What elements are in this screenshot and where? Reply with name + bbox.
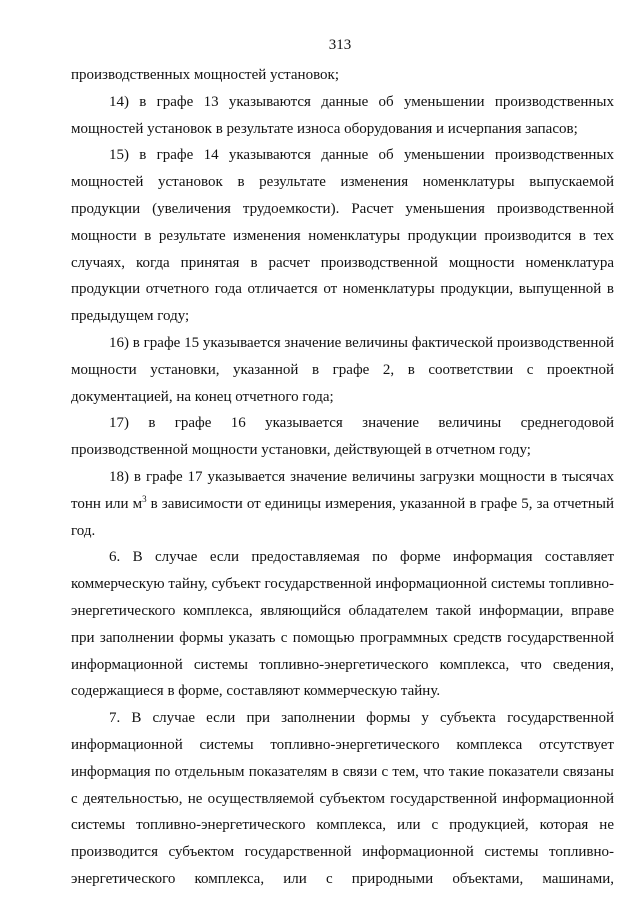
paragraph-item-18 [71,464,614,544]
cubic-superscript: 3 [142,493,147,504]
paragraph-item-16: 16) в графе 15 указывается значение величины фактической производственной мощности установки, указанной в графе 2, в соответствии с проектной документацией, на конец отчетного года; [71,334,614,405]
paragraph-item-18-text-after: в зависимости от единицы измерения, указанной в графе 5, за отчетный год. [71,495,614,539]
paragraph-section-7: 7. В случае если при заполнении формы у субъекта государственной информационной системы топливно-энергетического комплекса отсутствует информация по отдельным показателям в связи с тем, что такие показатели связаны с деятельностью, не осуществляемой субъектом государственной информационной системы топливно-энергетического комплекса, или с продукцией, которая не производится субъектом государственной информационной системы топливно-энергетического комплекса, или с природными объектами, машинами, [71,710,614,887]
paragraph-item-15: 15) в графе 14 указываются данные об уменьшении производственных мощностей установок в результате изменения номенклатуры выпускаемой продукции (увеличения трудоемкости). Расчет уменьшения производственной мощности в результате изменения номенклатуры продукции производится в тех случаях, когда принятая в расчет производственной мощности номенклатура продукции отчетного года отличается от номенклатуры продукции, выпущенной в предыдущем году; [71,147,614,325]
paragraph-item-18-text-before: 18) в графе 17 указывается значение величины загрузки мощности в тысячах тонн или м [71,468,614,512]
paragraph-item-17: 17) в графе 16 указывается значение величины среднегодовой производственной мощности установки, действующей в отчетном году; [71,415,614,459]
paragraph-section-6: 6. В случае если предоставляемая по форме информация составляет коммерческую тайну, субъект государственной информационной системы топливно-энергетического комплекса, являющийся обладателем такой информации, вправе при заполнении формы указать с помощью программных средств государственной информационной системы топливно-энергетического комплекса, что сведения, содержащиеся в форме, составляют коммерческую тайну. [71,549,614,700]
paragraph-item-14: 14) в графе 13 указываются данные об уменьшении производственных мощностей установок в результате износа оборудования и исчерпания запасов; [71,93,614,137]
document-body [71,62,614,893]
page-number: 313 [328,37,352,53]
paragraph-continuation: производственных мощностей установок; [71,67,340,83]
